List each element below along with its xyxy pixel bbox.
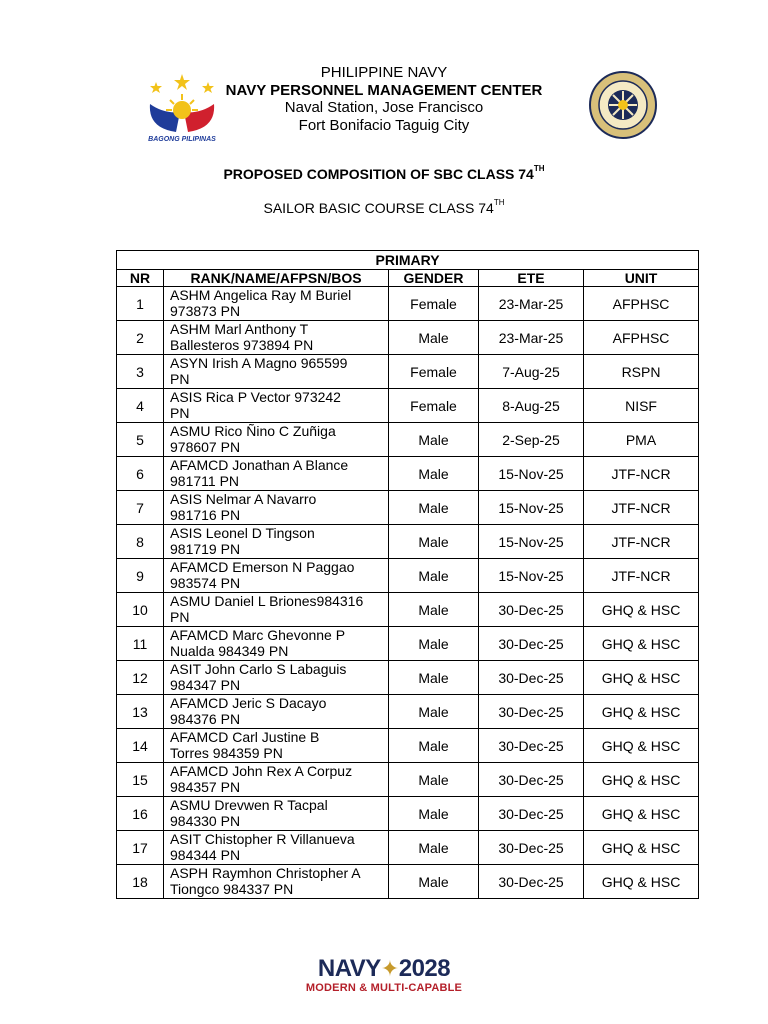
cell-ete: 30-Dec-25 <box>479 797 584 831</box>
col-header-gender: GENDER <box>389 270 479 287</box>
cell-gender: Male <box>389 491 479 525</box>
footer-tagline: MODERN & MULTI-CAPABLE <box>305 982 463 994</box>
cell-ete: 30-Dec-25 <box>479 865 584 899</box>
name-line-1: AFAMCD Jonathan A Blance <box>170 457 349 473</box>
cell-ete: 8-Aug-25 <box>479 389 584 423</box>
cell-name <box>164 491 389 525</box>
cell-ete: 30-Dec-25 <box>479 729 584 763</box>
table-row <box>117 831 699 865</box>
cell-nr: 2 <box>117 321 164 355</box>
cell-unit: GHQ & HSC <box>584 695 699 729</box>
cell-unit: GHQ & HSC <box>584 797 699 831</box>
table-row <box>117 355 699 389</box>
cell-name <box>164 695 389 729</box>
cell-nr: 3 <box>117 355 164 389</box>
col-header-ete: ETE <box>479 270 584 287</box>
roster-body <box>117 287 699 899</box>
cell-name <box>164 865 389 899</box>
cell-name <box>164 389 389 423</box>
name-line-2: Nualda 984349 PN <box>170 643 289 659</box>
logo-caption: BAGONG PILIPINAS <box>148 136 216 143</box>
star-icon: ✦ <box>380 956 399 981</box>
cell-name <box>164 729 389 763</box>
cell-gender: Male <box>389 797 479 831</box>
cell-nr: 4 <box>117 389 164 423</box>
cell-gender: Male <box>389 763 479 797</box>
cell-unit: GHQ & HSC <box>584 661 699 695</box>
cell-gender: Male <box>389 525 479 559</box>
document-title-text: PROPOSED COMPOSITION OF SBC CLASS 74 <box>223 166 534 182</box>
name-line-2: 981711 PN <box>170 473 240 489</box>
cell-gender: Male <box>389 661 479 695</box>
cell-unit: GHQ & HSC <box>584 831 699 865</box>
name-line-1: ASHM Marl Anthony T <box>170 321 309 337</box>
name-line-1: AFAMCD Marc Ghevonne P <box>170 627 346 643</box>
cell-ete: 15-Nov-25 <box>479 457 584 491</box>
name-line-2: Ballesteros 973894 PN <box>170 337 314 353</box>
cell-nr: 12 <box>117 661 164 695</box>
cell-nr: 15 <box>117 763 164 797</box>
cell-nr: 17 <box>117 831 164 865</box>
name-line-1: ASYN Irish A Magno 965599 <box>170 355 348 371</box>
table-row <box>117 321 699 355</box>
cell-unit: GHQ & HSC <box>584 729 699 763</box>
section-header: PRIMARY <box>117 251 699 270</box>
footer-brand <box>294 956 474 982</box>
cell-gender: Male <box>389 593 479 627</box>
name-line-1: ASIS Rica P Vector 973242 <box>170 389 341 405</box>
cell-gender: Male <box>389 865 479 899</box>
col-header-unit: UNIT <box>584 270 699 287</box>
col-header-nr: NR <box>117 270 164 287</box>
cell-ete: 15-Nov-25 <box>479 525 584 559</box>
cell-unit: JTF-NCR <box>584 457 699 491</box>
name-line-2: PN <box>170 405 190 421</box>
cell-ete: 23-Mar-25 <box>479 287 584 321</box>
name-line-2: 973873 PN <box>170 303 241 319</box>
name-line-2: Tiongco 984337 PN <box>170 881 294 897</box>
cell-nr: 9 <box>117 559 164 593</box>
cell-ete: 23-Mar-25 <box>479 321 584 355</box>
name-line-1: ASHM Angelica Ray M Buriel <box>170 287 352 303</box>
cell-name <box>164 797 389 831</box>
cell-nr: 1 <box>117 287 164 321</box>
name-line-2: 984344 PN <box>170 847 241 863</box>
cell-ete: 15-Nov-25 <box>479 491 584 525</box>
cell-unit: AFPHSC <box>584 321 699 355</box>
cell-gender: Female <box>389 389 479 423</box>
cell-gender: Male <box>389 423 479 457</box>
cell-ete: 30-Dec-25 <box>479 695 584 729</box>
name-line-1: ASIT John Carlo S Labaguis <box>170 661 347 677</box>
cell-name <box>164 457 389 491</box>
cell-nr: 14 <box>117 729 164 763</box>
name-line-1: AFAMCD Carl Justine B <box>170 729 320 745</box>
document-subtitle-text: SAILOR BASIC COURSE CLASS 74 <box>263 200 494 216</box>
name-line-1: AFAMCD Emerson N Paggao <box>170 559 355 575</box>
cell-ete: 30-Dec-25 <box>479 831 584 865</box>
table-row <box>117 559 699 593</box>
cell-name <box>164 287 389 321</box>
table-row <box>117 423 699 457</box>
name-line-1: ASIS Nelmar A Navarro <box>170 491 317 507</box>
cell-name <box>164 321 389 355</box>
cell-name <box>164 423 389 457</box>
name-line-2: 984347 PN <box>170 677 241 693</box>
name-line-1: ASMU Drevwen R Tacpal <box>170 797 328 813</box>
cell-nr: 13 <box>117 695 164 729</box>
table-row <box>117 763 699 797</box>
cell-nr: 8 <box>117 525 164 559</box>
cell-unit: GHQ & HSC <box>584 865 699 899</box>
table-row <box>117 865 699 899</box>
table-row <box>117 491 699 525</box>
cell-gender: Male <box>389 559 479 593</box>
navy-2028-logo <box>294 956 474 998</box>
address-line-2: Fort Bonifacio Taguig City <box>298 116 470 134</box>
table-row <box>117 389 699 423</box>
cell-unit: GHQ & HSC <box>584 627 699 661</box>
cell-gender: Male <box>389 627 479 661</box>
cell-gender: Female <box>389 355 479 389</box>
cell-unit: RSPN <box>584 355 699 389</box>
name-line-2: PN <box>170 609 190 625</box>
document-subtitle-sup: TH <box>493 198 505 207</box>
cell-unit: PMA <box>584 423 699 457</box>
cell-ete: 30-Dec-25 <box>479 763 584 797</box>
cell-gender: Male <box>389 831 479 865</box>
table-row <box>117 287 699 321</box>
name-line-2: PN <box>170 371 190 387</box>
cell-nr: 5 <box>117 423 164 457</box>
table-row <box>117 525 699 559</box>
org-name: PHILIPPINE NAVY <box>320 64 448 81</box>
table-row <box>117 729 699 763</box>
cell-nr: 6 <box>117 457 164 491</box>
name-line-1: AFAMCD Jeric S Dacayo <box>170 695 327 711</box>
name-line-2: 981716 PN <box>170 507 241 523</box>
name-line-2: 978607 PN <box>170 439 241 455</box>
cell-gender: Female <box>389 287 479 321</box>
table-row <box>117 593 699 627</box>
table-row <box>117 627 699 661</box>
address-line-1: Naval Station, Jose Francisco <box>284 99 484 116</box>
cell-nr: 11 <box>117 627 164 661</box>
footer-brand-left: NAVY <box>317 955 381 982</box>
name-line-1: ASMU Rico Ñino C Zuñiga <box>170 423 336 439</box>
cell-gender: Male <box>389 321 479 355</box>
document-subtitle <box>0 200 768 216</box>
cell-gender: Male <box>389 729 479 763</box>
cell-name <box>164 355 389 389</box>
table-row <box>117 695 699 729</box>
table-row <box>117 661 699 695</box>
cell-nr: 16 <box>117 797 164 831</box>
cell-gender: Male <box>389 695 479 729</box>
center-name: NAVY PERSONNEL MANAGEMENT CENTER <box>225 81 543 99</box>
cell-name <box>164 763 389 797</box>
name-line-2: 981719 PN <box>170 541 241 557</box>
cell-name <box>164 831 389 865</box>
footer-brand-right: 2028 <box>398 955 451 982</box>
name-line-2: Torres 984359 PN <box>170 745 283 761</box>
cell-unit: JTF-NCR <box>584 491 699 525</box>
letterhead <box>0 64 768 134</box>
cell-name <box>164 627 389 661</box>
table-row <box>117 797 699 831</box>
name-line-1: ASMU Daniel L Briones984316 <box>170 593 364 609</box>
cell-ete: 15-Nov-25 <box>479 559 584 593</box>
name-line-1: ASIS Leonel D Tingson <box>170 525 315 541</box>
cell-name <box>164 525 389 559</box>
cell-nr: 18 <box>117 865 164 899</box>
name-line-1: AFAMCD John Rex A Corpuz <box>170 763 353 779</box>
cell-ete: 7-Aug-25 <box>479 355 584 389</box>
cell-unit: NISF <box>584 389 699 423</box>
cell-name <box>164 593 389 627</box>
name-line-2: 983574 PN <box>170 575 241 591</box>
cell-nr: 7 <box>117 491 164 525</box>
cell-unit: AFPHSC <box>584 287 699 321</box>
cell-ete: 30-Dec-25 <box>479 661 584 695</box>
cell-unit: GHQ & HSC <box>584 763 699 797</box>
cell-ete: 30-Dec-25 <box>479 627 584 661</box>
table-row <box>117 457 699 491</box>
cell-name <box>164 559 389 593</box>
cell-nr: 10 <box>117 593 164 627</box>
roster-table <box>116 250 699 899</box>
cell-unit: JTF-NCR <box>584 559 699 593</box>
name-line-2: 984357 PN <box>170 779 241 795</box>
name-line-1: ASPH Raymhon Christopher A <box>170 865 361 881</box>
cell-gender: Male <box>389 457 479 491</box>
document-title <box>0 166 768 182</box>
col-header-name: RANK/NAME/AFPSN/BOS <box>164 270 389 287</box>
document-title-sup: TH <box>533 164 545 173</box>
cell-ete: 2-Sep-25 <box>479 423 584 457</box>
name-line-1: ASIT Chistopher R Villanueva <box>170 831 355 847</box>
cell-unit: JTF-NCR <box>584 525 699 559</box>
cell-unit: GHQ & HSC <box>584 593 699 627</box>
cell-name <box>164 661 389 695</box>
name-line-2: 984330 PN <box>170 813 241 829</box>
cell-ete: 30-Dec-25 <box>479 593 584 627</box>
name-line-2: 984376 PN <box>170 711 241 727</box>
